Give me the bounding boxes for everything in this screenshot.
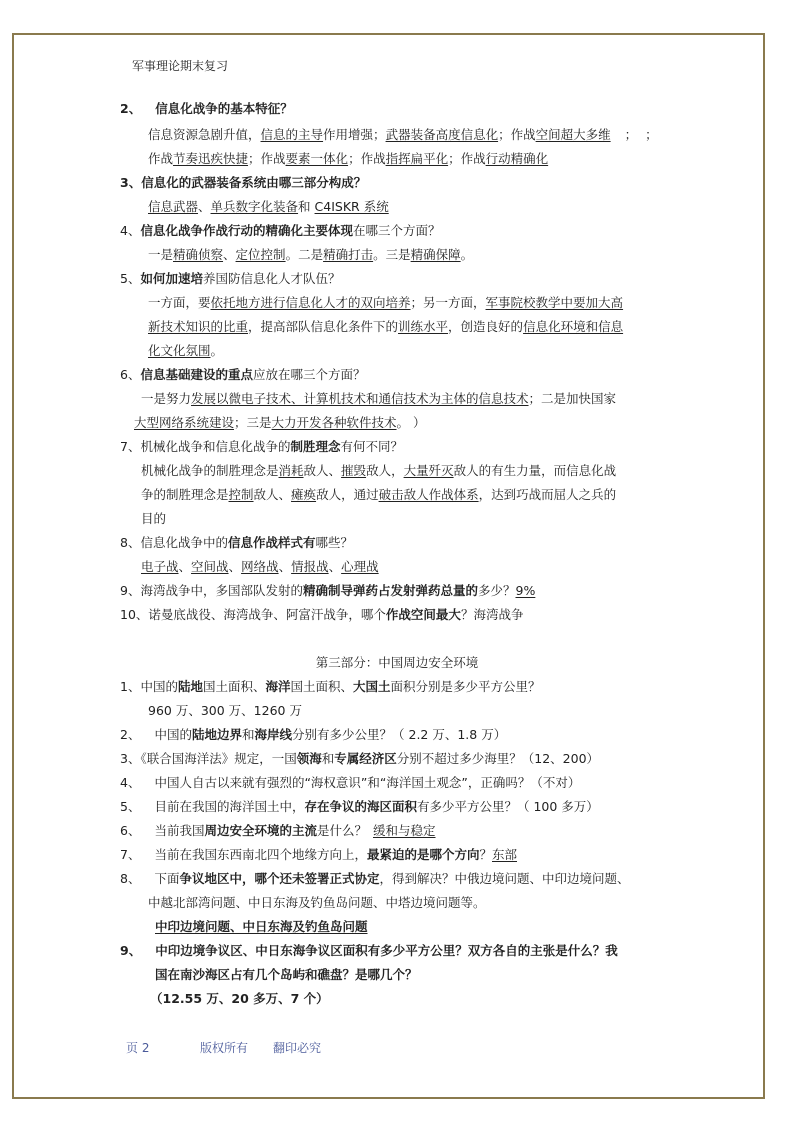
q4-answer: 一是精确侦察、定位控制。二是精确打击。三是精确保障。	[148, 247, 474, 262]
q5-answer-line3: 化文化氛围。	[148, 343, 224, 358]
footer-no-reprint: 翻印必究	[273, 1041, 322, 1055]
p2-question: 2、 中国的陆地边界和海岸线分别有多少公里？（ 2.2 万、1.8 万）	[120, 727, 507, 742]
q2-question: 2、 信息化战争的基本特征？	[120, 101, 293, 116]
p9-question-line1: 9、 中印边境争议区、中日东海争议区面积有多少平方公里？双方各自的主张是什么？我	[120, 943, 618, 958]
p3-question: 3、《联合国海洋法》规定，一国领海和专属经济区分别不超过多少海里？（12、200）	[120, 751, 600, 766]
p9-question-line2: 国在南沙海区占有几个岛屿和礁盘？是哪几个？	[155, 967, 418, 982]
q4-question: 4、信息化战争作战行动的精确化主要体现在哪三个方面？	[120, 223, 441, 238]
footer-copyright: 版权所有	[200, 1041, 249, 1055]
q6-answer-line2: 大型网络系统建设；三是大力开发各种软件技术。 ）	[134, 415, 426, 430]
part3-title: 第三部分：中国周边安全环境	[315, 655, 479, 670]
q6-question: 6、信息基础建设的重点应放在哪三个方面？	[120, 367, 366, 382]
p7-question: 7、 当前在我国东西南北四个地缘方向上，最紧迫的是哪个方向？东部	[120, 847, 518, 862]
q3-answer: 信息武器、单兵数字化装备和 C4ISKR 系统	[148, 199, 389, 214]
q7-answer-line3: 目的	[141, 511, 167, 526]
q5-answer-line2: 新技术知识的比重，提高部队信息化条件下的训练水平，创造良好的信息化环境和信息	[148, 319, 624, 334]
p1-question: 1、中国的陆地国土面积、海洋国土面积、大国土面积分别是多少平方公里？	[120, 679, 541, 694]
p9-answer: （12.55 万、20 多万、7 个）	[150, 991, 329, 1006]
p8-question-line1: 8、 下面争议地区中，哪个还未签署正式协定，得到解决？中俄边境问题、中印边境问题、	[120, 871, 630, 886]
q8-answer: 电子战、空间战、网络战、情报战、心理战	[141, 559, 379, 574]
p1-answer: 960 万、300 万、1260 万	[148, 703, 302, 718]
footer-page-number: 页 2	[126, 1041, 150, 1055]
q5-question: 5、如何加速培养国防信息化人才队伍？	[120, 271, 341, 286]
q10-question: 10、诺曼底战役、海湾战争、阿富汗战争，哪个作战空间最大？海湾战争	[120, 607, 524, 622]
q5-answer-line1: 一方面，要依托地方进行信息化人才的双向培养；另一方面，军事院校教学中要加大高	[148, 295, 624, 310]
page-header: 军事理论期末复习	[132, 59, 229, 73]
p8-answer: 中印边境问题、中日东海及钓鱼岛问题	[155, 919, 368, 934]
q7-answer-line1: 机械化战争的制胜理念是消耗敌人、摧毁敌人，大量歼灭敌人的有生力量，而信息化战	[141, 463, 617, 478]
p5-question: 5、 目前在我国的海洋国土中，存在争议的海区面积有多少平方公里？（ 100 多万）	[120, 799, 599, 814]
q7-answer-line2: 争的制胜理念是控制敌人、瘫痪敌人，通过破击敌人作战体系，达到巧战而屈人之兵的	[141, 487, 617, 502]
q2-answer-line2: 作战节奏迅疾快捷；作战要素一体化；作战指挥扁平化；作战行动精确化	[148, 151, 549, 166]
p8-question-line2: 中越北部湾问题、中日东海及钓鱼岛问题、中塔边境问题等。	[148, 895, 486, 910]
page-border	[12, 33, 765, 1099]
q2-answer-line1: 信息资源急剧升值，信息的主导作用增强；武器装备高度信息化；作战空间超大多维 ； ；	[148, 127, 658, 142]
q3-question: 3、信息化的武器装备系统由哪三部分构成？	[120, 175, 367, 190]
p6-question: 6、 当前我国周边安全环境的主流是什么？ 缓和与稳定	[120, 823, 436, 838]
q8-question: 8、信息化战争中的信息作战样式有哪些？	[120, 535, 353, 550]
p4-question: 4、 中国人自古以来就有强烈的“海权意识”和“海洋国土观念”，正确吗？（不对）	[120, 775, 581, 790]
q7-question: 7、机械化战争和信息化战争的制胜理念有何不同？	[120, 439, 403, 454]
q6-answer-line1: 一是努力发展以微电子技术、计算机技术和通信技术为主体的信息技术；二是加快国家	[141, 391, 617, 406]
q9-question: 9、海湾战争中，多国部队发射的精确制导弹药占发射弹药总量的多少？9%	[120, 583, 536, 598]
